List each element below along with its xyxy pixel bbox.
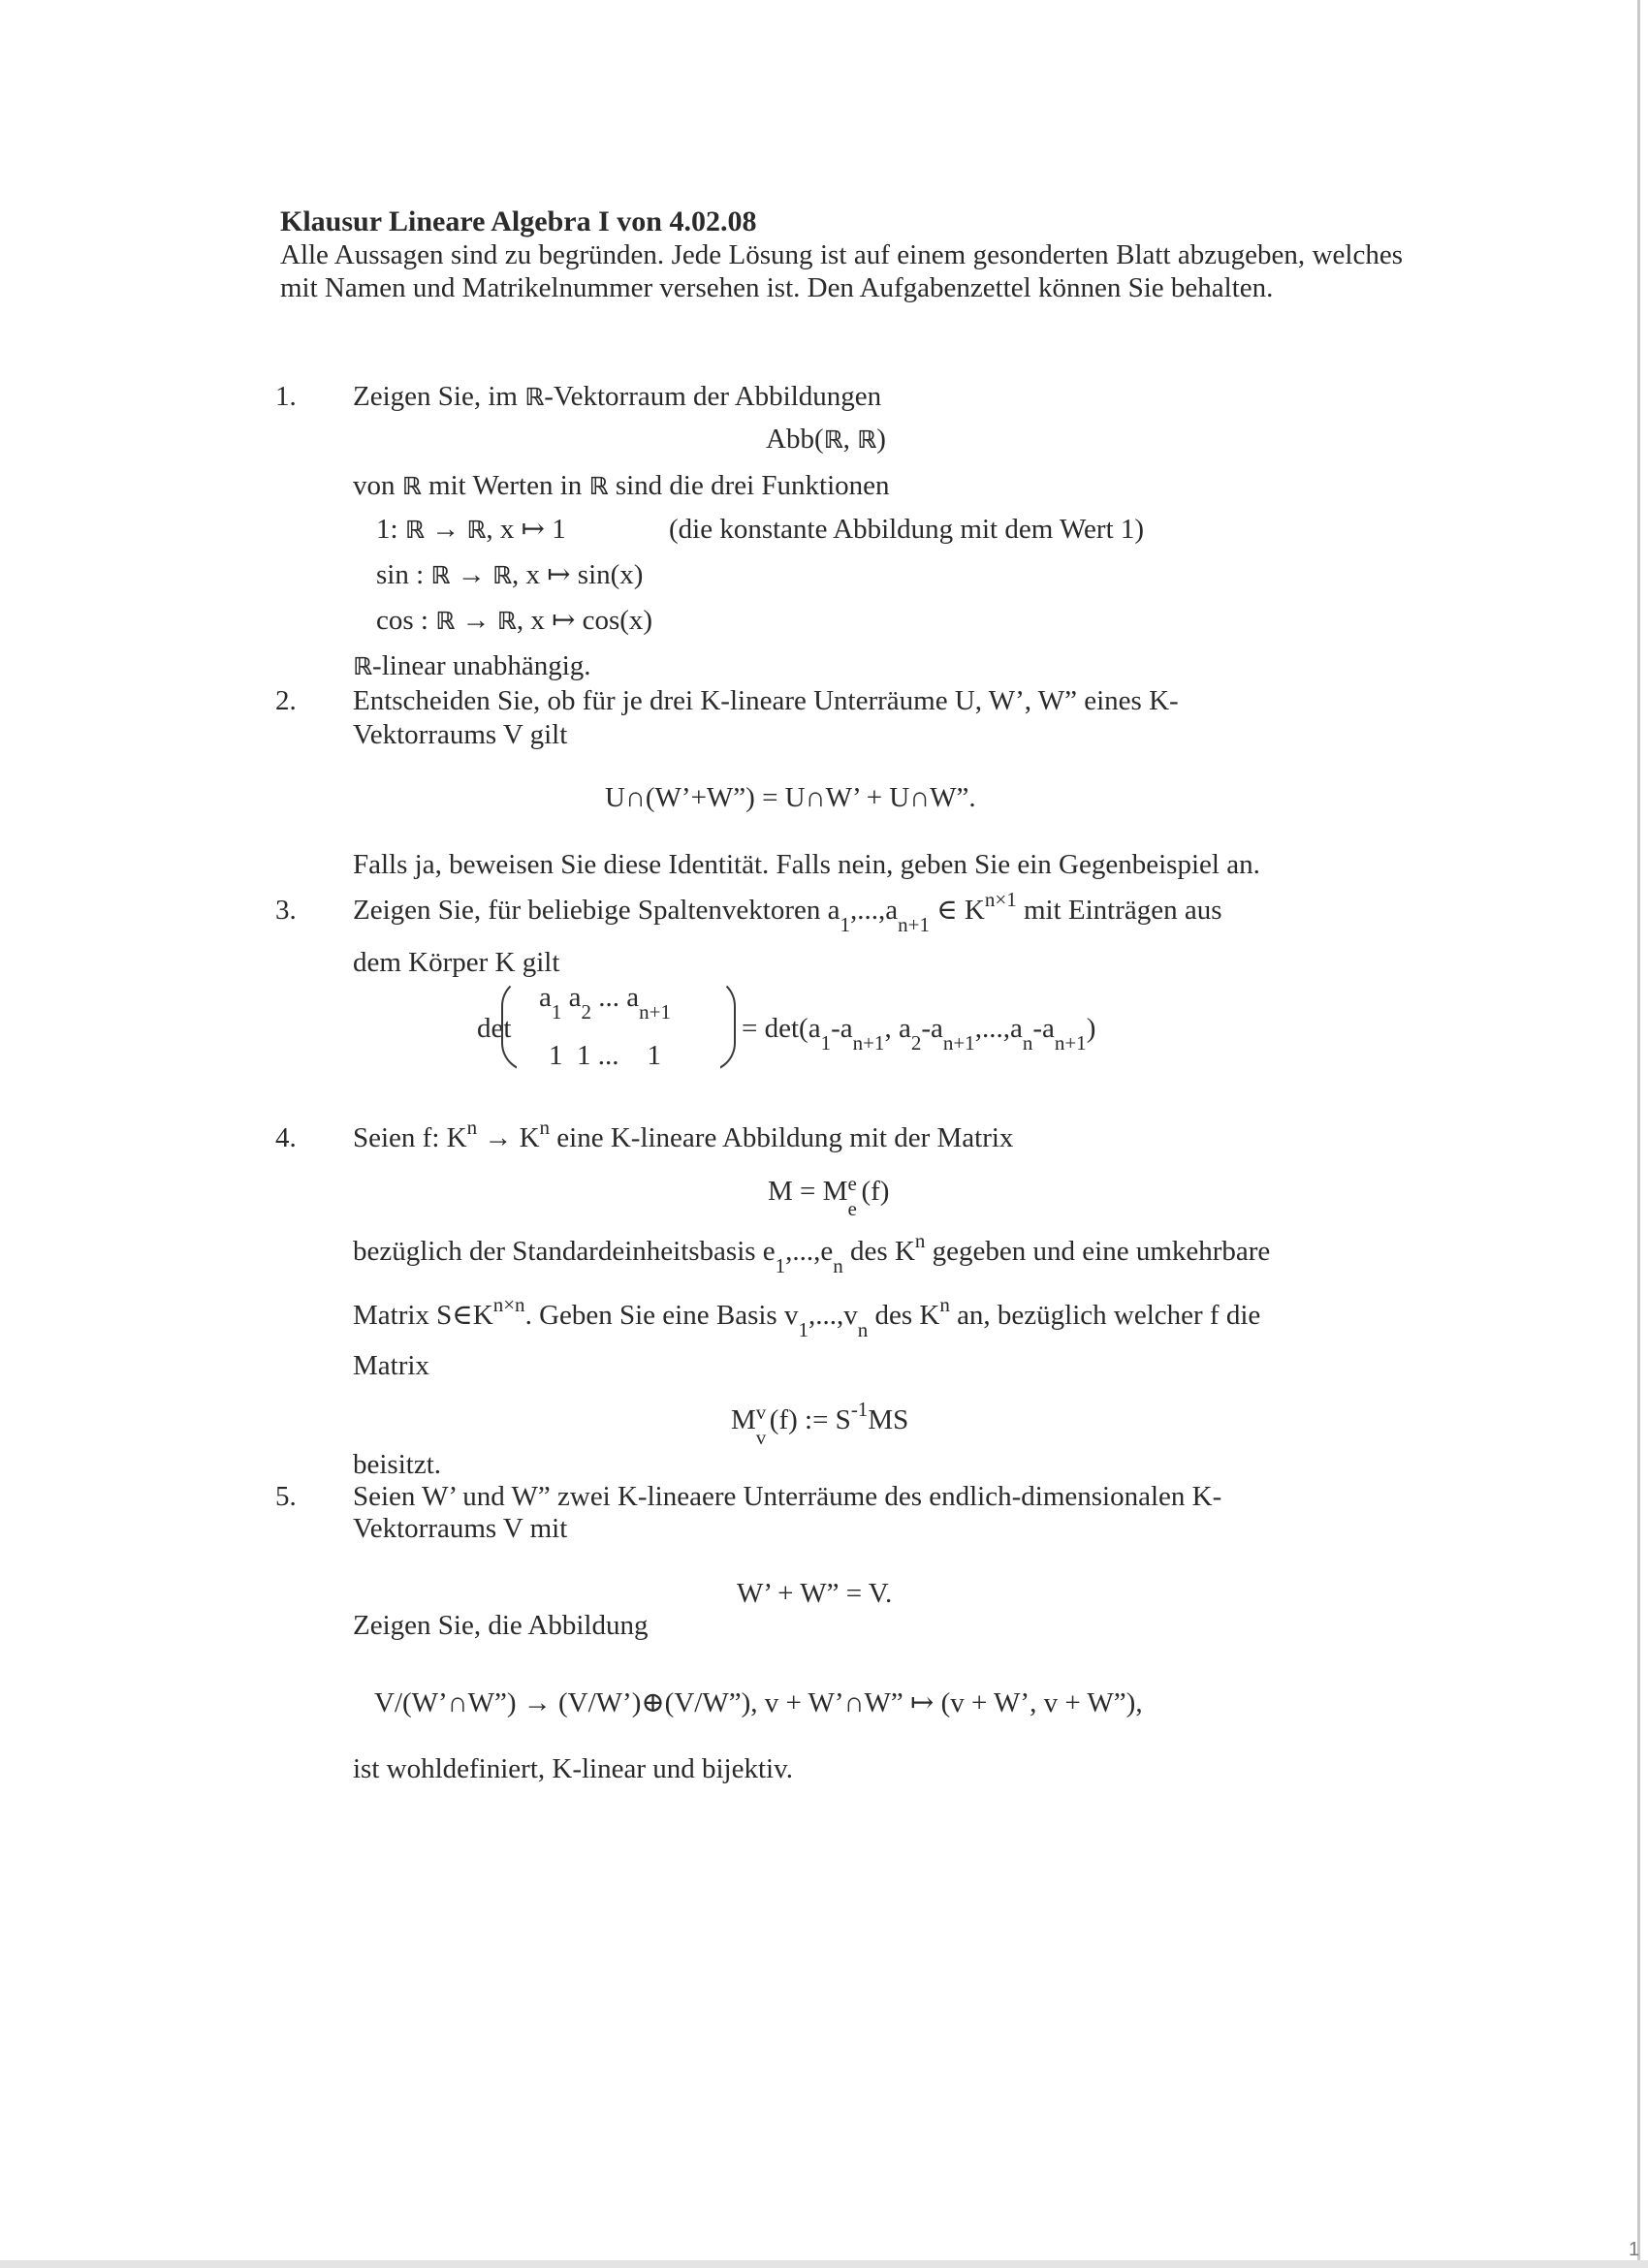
superscript: n — [539, 1116, 551, 1139]
text: mit Werten in — [421, 470, 589, 501]
subscript: n — [1022, 1031, 1033, 1055]
problem-1-abb — [766, 423, 886, 457]
text: Zeigen Sie, im — [353, 381, 525, 412]
text: (f) — [861, 1176, 890, 1207]
problem-4-matrix-mv — [731, 1398, 909, 1449]
problem-1-last-line — [353, 649, 591, 683]
superscript: v — [755, 1401, 767, 1424]
text: gegeben und eine umkehrbare — [925, 1236, 1271, 1267]
text: a — [539, 982, 552, 1013]
problem-5-line-2: Vektorraums V mit — [353, 1513, 568, 1544]
scan-edge-line — [1637, 0, 1640, 2268]
problem-3-line-1 — [353, 888, 1222, 936]
subscript: 1 — [820, 1031, 832, 1055]
text: , — [842, 424, 858, 455]
real-numbers-symbol: ℝ — [466, 516, 487, 544]
superscript: n — [466, 1116, 478, 1139]
text: M — [731, 1404, 756, 1435]
subscript: n — [857, 1318, 869, 1341]
superscript: e — [847, 1172, 857, 1195]
subscript: 1 — [798, 1318, 808, 1341]
text: , x ↦ 1 — [486, 514, 566, 545]
text: , a — [884, 1013, 911, 1044]
text: eine K-lineare Abbildung mit der Matrix — [550, 1122, 1014, 1153]
real-numbers-symbol: ℝ — [524, 383, 545, 411]
problem-2-line-2: Vektorraums V gilt — [353, 719, 568, 750]
text: ,...,a — [974, 1013, 1023, 1044]
intro-paragraph: Alle Aussagen sind zu begründen. Jede Lösung ist auf einem gesonderten Blatt abzugeben, welches mit Namen und Matrikelnummer versehen ist. Den Aufgabenzettel können Sie behalten. — [280, 239, 1403, 303]
real-numbers-symbol: ℝ — [430, 561, 451, 589]
subscript: n+1 — [852, 1031, 885, 1055]
superscript: -1 — [850, 1398, 869, 1421]
real-numbers-symbol: ℝ — [857, 425, 877, 454]
text: -a — [921, 1013, 943, 1044]
problem-2-line-3: Falls ja, beweisen Sie diese Identität. Falls nein, geben Sie ein Gegenbeispiel an. — [353, 849, 1260, 880]
problem-2-formula: U∩(W’+W”) = U∩W’ + U∩W”. — [605, 782, 976, 813]
text: des K — [842, 1236, 915, 1267]
text: bezüglich der Standardeinheitsbasis e — [353, 1236, 776, 1267]
subscript: n+1 — [1054, 1031, 1087, 1055]
real-numbers-symbol: ℝ — [588, 472, 609, 500]
text: (f) := S — [769, 1404, 851, 1435]
text: , x ↦ cos(x) — [516, 605, 653, 636]
problem-1-function-1-note: (die konstante Abbildung mit dem Wert 1) — [669, 514, 1145, 545]
real-numbers-symbol: ℝ — [491, 561, 512, 589]
problem-3-line-2: dem Körper K gilt — [353, 947, 560, 978]
subscript: 1 — [551, 1000, 562, 1024]
real-numbers-symbol: ℝ — [435, 607, 456, 635]
problem-1-line-1 — [353, 380, 881, 414]
subscript: e — [847, 1197, 857, 1220]
text: ,...,v — [808, 1300, 858, 1331]
real-numbers-symbol: ℝ — [496, 607, 517, 635]
subscript: n+1 — [639, 1000, 671, 1024]
det-label: det — [477, 1013, 512, 1044]
det-rhs — [742, 1012, 1096, 1055]
real-numbers-symbol: ℝ — [404, 516, 425, 544]
text: M = M — [768, 1176, 848, 1207]
problem-5-number: 5. — [275, 1481, 297, 1512]
problem-2-line-1: Entscheiden Sie, ob für je drei K-lineare Unterräume U, W’, W” eines K- — [353, 685, 1179, 716]
subscript: 1 — [775, 1254, 786, 1277]
problem-1-number: 1. — [275, 381, 297, 412]
text: . Geben Sie eine Basis v — [524, 1300, 799, 1331]
text: Matrix S∈K — [353, 1300, 493, 1331]
text: → — [455, 605, 497, 636]
superscript: n×n — [492, 1293, 525, 1316]
text: ,...,a — [850, 895, 899, 926]
text: = det(a — [742, 1013, 821, 1044]
text: , x ↦ sin(x) — [512, 559, 644, 590]
text: an, bezüglich welcher f die — [949, 1300, 1261, 1331]
scan-bottom-strip — [0, 2260, 1648, 2268]
text: Abb( — [766, 424, 824, 455]
text: sind die drei Funktionen — [608, 470, 890, 501]
text: MS — [868, 1404, 909, 1435]
problem-2-number: 2. — [275, 685, 297, 716]
subscript: 2 — [910, 1031, 922, 1055]
subscript: 2 — [581, 1000, 591, 1024]
text: ) — [1086, 1013, 1096, 1044]
text: ... a — [591, 982, 640, 1013]
text: -a — [1032, 1013, 1055, 1044]
problem-5-line-4: ist wohldefiniert, K-linear und bijektiv. — [353, 1753, 793, 1784]
problem-5-formula-1: W’ + W” = V. — [737, 1578, 893, 1609]
superscript: n×1 — [984, 888, 1017, 911]
text: -linear unabhängig. — [372, 650, 591, 681]
problem-4-line-4 — [353, 1293, 1261, 1341]
superscript: n — [939, 1293, 950, 1316]
text: a — [561, 982, 582, 1013]
matrix-right-paren — [707, 977, 736, 1072]
text: ∈ K — [929, 895, 985, 926]
text: 1: — [376, 514, 405, 545]
subscript: n — [833, 1254, 843, 1277]
text: -Vektorraum der Abbildungen — [544, 381, 882, 412]
problem-1-function-1 — [376, 513, 566, 547]
problem-5-line-1: Seien W’ und W” zwei K-lineaere Unterräume des endlich-dimensionalen K- — [353, 1481, 1222, 1512]
text: → — [450, 559, 492, 590]
problem-4-line-5: Matrix — [353, 1350, 429, 1381]
text: sin : — [376, 559, 431, 590]
matrix-row-2: 1 1 ... 1 — [549, 1040, 661, 1071]
subscript: n+1 — [942, 1031, 975, 1055]
text: des K — [868, 1300, 940, 1331]
text: -a — [831, 1013, 853, 1044]
text: Seien f: K — [353, 1122, 467, 1153]
subscript: 1 — [840, 913, 850, 936]
problem-1-function-sin — [376, 558, 643, 592]
text: Zeigen Sie, für beliebige Spaltenvektoren a — [353, 895, 840, 926]
page-title: Klausur Lineare Algebra I von 4.02.08 — [280, 205, 757, 237]
problem-4-number: 4. — [275, 1122, 297, 1153]
page-number: 1 — [1629, 2239, 1640, 2260]
real-numbers-symbol: ℝ — [353, 652, 373, 680]
problem-4-line-6: beisitzt. — [353, 1449, 442, 1480]
subscript: n+1 — [898, 913, 930, 936]
text: mit Einträgen aus — [1016, 895, 1222, 926]
superscript: n — [914, 1229, 926, 1252]
text: ,...,e — [785, 1236, 834, 1267]
text: ) — [876, 424, 886, 455]
matrix-left-paren — [501, 977, 530, 1072]
text: cos : — [376, 605, 436, 636]
problem-5-formula-2: V/(W’∩W”) → (V/W’)⊕(V/W”), v + W’∩W” ↦ (v + W’, v + W”), — [374, 1687, 1143, 1718]
problem-4-matrix-m — [768, 1172, 890, 1220]
text: → — [424, 514, 467, 545]
problem-4-line-1 — [353, 1116, 1014, 1156]
real-numbers-symbol: ℝ — [823, 425, 843, 454]
subscript: v — [755, 1426, 767, 1449]
text: → K — [477, 1122, 540, 1153]
problem-1-line-3 — [353, 469, 890, 503]
text: von — [353, 470, 402, 501]
problem-1-function-cos — [376, 604, 652, 638]
problem-4-line-3 — [353, 1229, 1271, 1277]
matrix-row-1 — [539, 981, 671, 1024]
real-numbers-symbol: ℝ — [401, 472, 422, 500]
problem-3-number: 3. — [275, 895, 297, 926]
problem-5-line-3: Zeigen Sie, die Abbildung — [353, 1610, 649, 1641]
